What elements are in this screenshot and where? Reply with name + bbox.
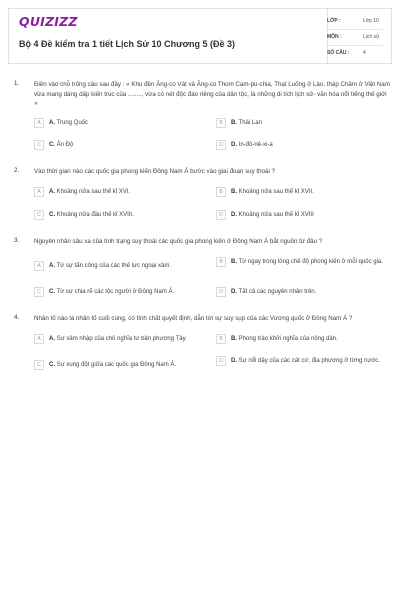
question-text: Vào thời gian nào các quốc gia phong kiến Đông Nam Á bước vào giai đoạn suy thoái ? xyxy=(34,168,276,175)
option-letter-box: B xyxy=(216,257,226,267)
question-count-value: 4 xyxy=(363,50,366,56)
option-text: Từ sự chia rẽ các tộc người ở Đông Nam Á. xyxy=(56,289,175,295)
option-letter-box: B xyxy=(216,187,226,197)
option-label: B. xyxy=(231,189,237,195)
option-letter-box: C xyxy=(34,210,44,220)
option-text: Sự xung đột giữa các quốc gia Đông Nam Á. xyxy=(56,362,177,368)
question-text: Nhân tố nào là nhân tố cuối cùng, có tính chất quyết định, dẫn tới sự suy sụp của các Vương quốc ở Đông Nam Á ? xyxy=(34,315,353,322)
option-label: D. xyxy=(231,289,237,295)
option-text: Tất cả các nguyên nhân trên. xyxy=(238,289,317,295)
option-label: D. xyxy=(231,358,237,364)
option-label: B. xyxy=(231,259,237,265)
option-label: B. xyxy=(231,336,237,342)
question-number: 4. xyxy=(14,314,20,321)
option-letter-box: D xyxy=(216,356,226,366)
option-label: A. xyxy=(49,336,55,342)
option-letter-box: A xyxy=(34,118,44,128)
option-label: C. xyxy=(49,289,55,295)
option-text: Ấn Độ xyxy=(56,142,74,148)
option-text: In-đô-nê-xi-a xyxy=(238,142,273,148)
question-number: 2. xyxy=(14,167,20,174)
option-letter-box: C xyxy=(34,360,44,370)
option-label: C. xyxy=(49,362,55,368)
option-letter-box: C xyxy=(34,287,44,297)
question-number: 3. xyxy=(14,237,20,244)
question-text: Nguyên nhân sâu xa của tình trạng suy thoái các quốc gia phong kiến ở Đông Nam Á bắt nguồn từ đâu ? xyxy=(34,238,323,245)
option-letter-box: D xyxy=(216,287,226,297)
subject-label: MÔN : xyxy=(327,34,342,40)
option-label: C. xyxy=(49,142,55,148)
option-letter-box: B xyxy=(216,334,226,344)
option-label: C. xyxy=(49,212,55,218)
question-count-label: SỐ CÂU : xyxy=(327,50,350,56)
option-text: Thái Lan xyxy=(238,120,262,126)
option-text: Từ ngay trong lòng chế độ phong kiến ở mỗi quốc gia. xyxy=(238,259,383,265)
option-text: Trung Quốc xyxy=(56,120,89,126)
option-letter-box: D xyxy=(216,140,226,150)
subject-value: Lịch sử xyxy=(363,34,380,40)
worksheet-header xyxy=(8,8,392,64)
option-label: A. xyxy=(49,189,55,195)
option-letter-box: A xyxy=(34,187,44,197)
option-text: Sự nổi dậy của các cát cứ, địa phương ở từng nước. xyxy=(238,358,380,364)
option-label: B. xyxy=(231,120,237,126)
option-letter-box: C xyxy=(34,140,44,150)
option-label: A. xyxy=(49,120,55,126)
quizizz-logo: QUIZIZZ xyxy=(19,14,78,29)
question-number: 1. xyxy=(14,80,20,87)
option-letter-box: B xyxy=(216,118,226,128)
option-text: Khoảng nửa đầu thế kỉ XVIII. xyxy=(56,212,134,218)
option-label: A. xyxy=(49,263,55,269)
option-letter-box: D xyxy=(216,210,226,220)
option-letter-box: A xyxy=(34,261,44,271)
meta-divider xyxy=(327,29,383,30)
option-text: Khoảng nửa sau thế kỉ XVII. xyxy=(238,189,314,195)
meta-divider xyxy=(327,45,383,46)
option-text: Phong trào khởi nghĩa của nông dân. xyxy=(238,336,338,342)
option-label: D. xyxy=(231,142,237,148)
worksheet-title: Bộ 4 Đề kiểm tra 1 tiết Lịch Sử 10 Chương 5 (Đề 3) xyxy=(19,39,235,49)
question-text: Điền vào chỗ trống câu sau đây : « Khu đền Ăng-co Vát và Ăng-co Thom Cam-pu-chia, Thạt Luống ở Lào, tháp Chăm ở Việt Nam vừa mang dáng dấp kiến trúc của ........, vừa có nét độc đáo riêng của dân tộc, là những di tích lịch sử- văn hóa nổi tiếng thế giới » xyxy=(34,81,390,107)
option-text: Từ sự tấn công của các thế lực ngoại xâm. xyxy=(56,263,171,269)
option-text: Khoảng nửa sau thế kỉ XVIII xyxy=(238,212,314,218)
option-text: Khoảng nửa sau thế kỉ XVI. xyxy=(56,189,131,195)
grade-label: LỚP : xyxy=(327,18,341,24)
option-label: D. xyxy=(231,212,237,218)
option-letter-box: A xyxy=(34,334,44,344)
grade-value: Lớp 10 xyxy=(363,18,379,24)
option-text: Sự xâm nhập của chủ nghĩa tư bản phương Tây. xyxy=(56,336,187,342)
